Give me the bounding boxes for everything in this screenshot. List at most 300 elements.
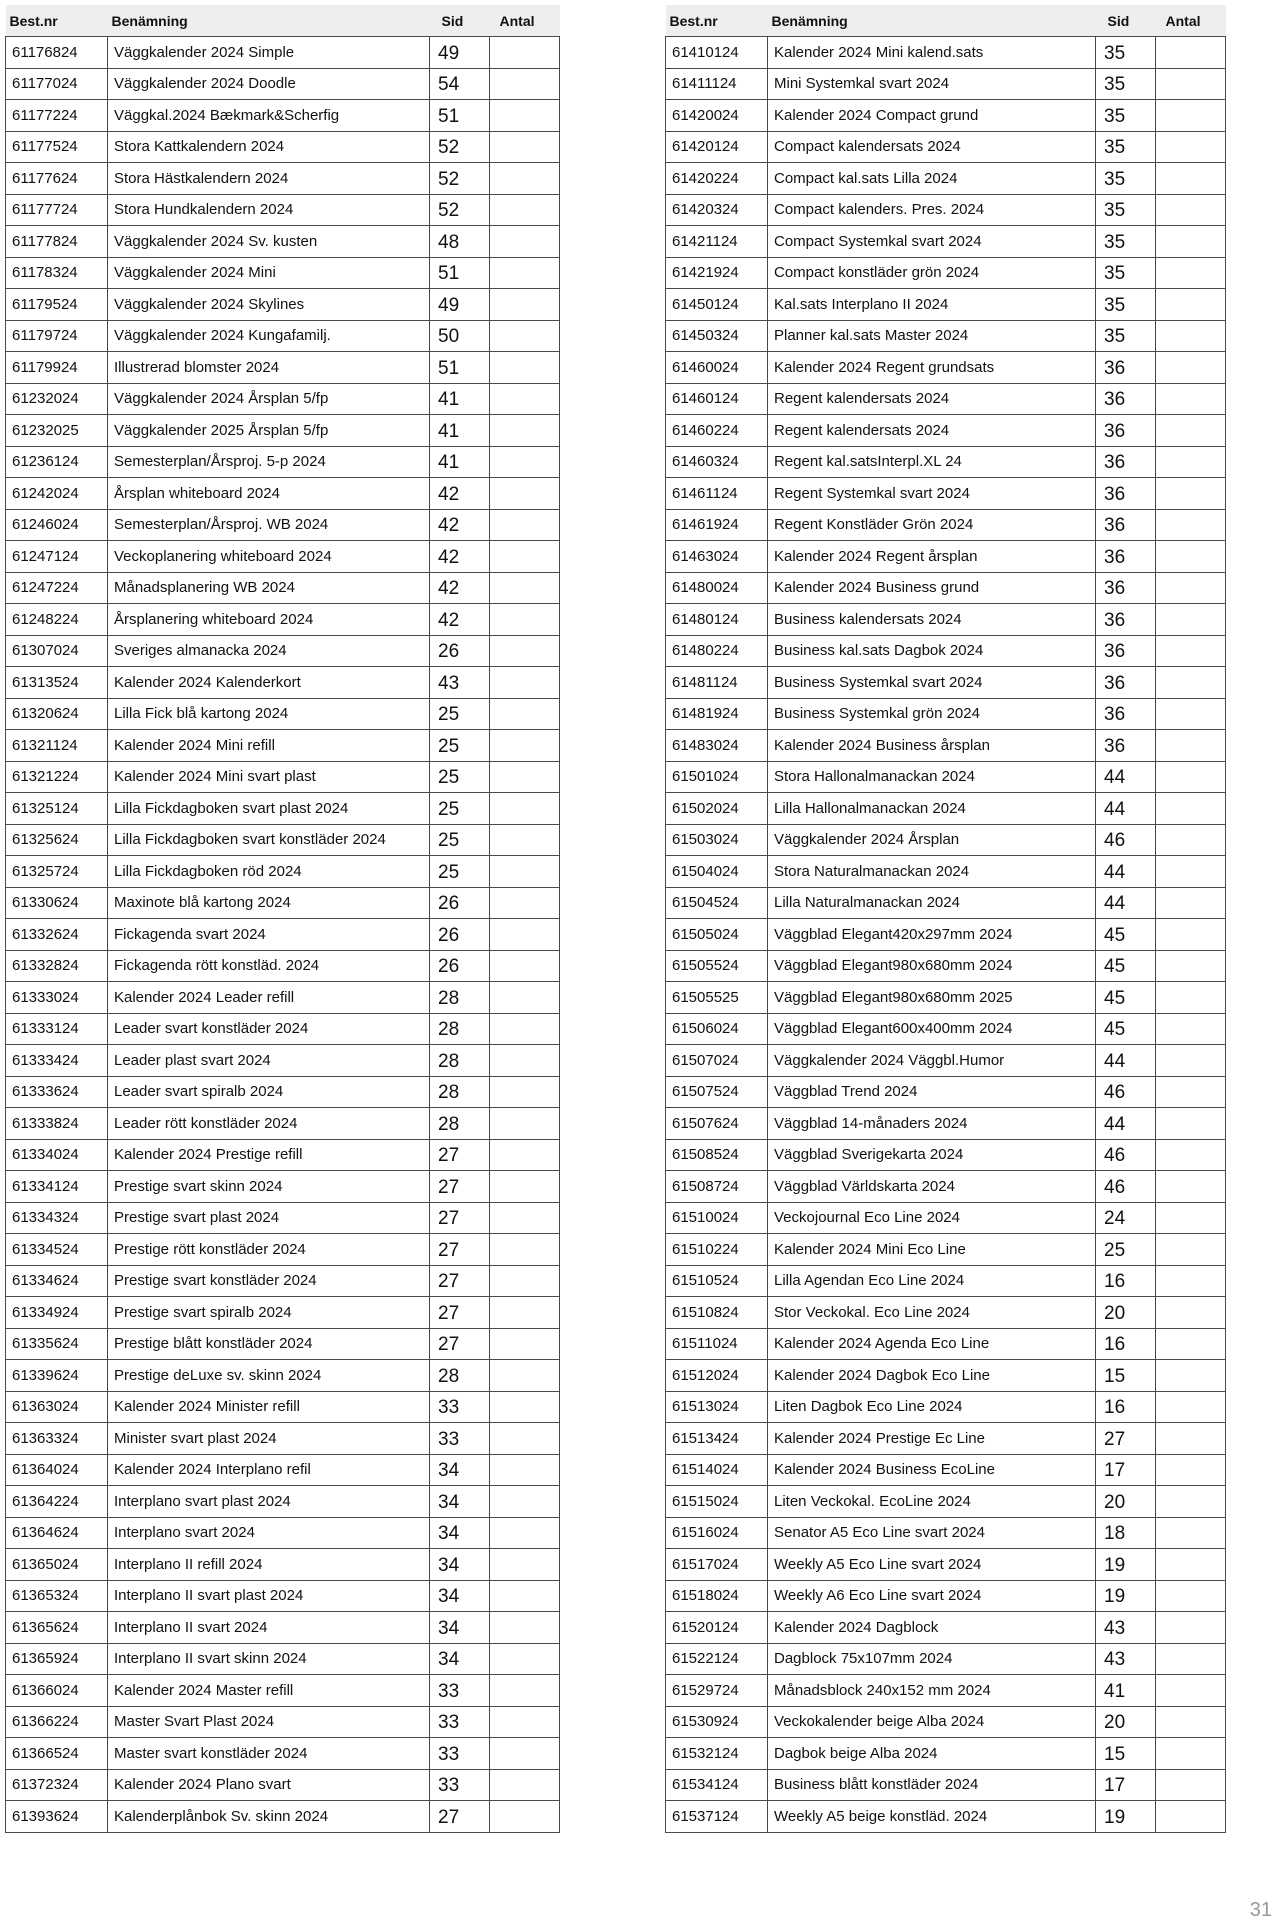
product-name: Stora Hallonalmanackan 2024 [768,761,1096,793]
product-name: Kalender 2024 Prestige Ec Line [768,1423,1096,1455]
page-reference: 35 [1096,68,1156,100]
table-row [6,257,560,289]
page-reference: 34 [430,1517,490,1549]
article-number: 61365324 [6,1580,108,1612]
table-row [6,761,560,793]
quantity-input[interactable] [490,478,560,510]
product-name: Kalender 2024 Mini kalend.sats [768,37,1096,69]
product-name: Stora Hästkalendern 2024 [108,163,430,195]
quantity-input[interactable] [490,37,560,69]
article-number: 61510524 [666,1265,768,1297]
table-row [6,1549,560,1581]
page-reference: 45 [1096,1013,1156,1045]
product-name: Business Systemkal grön 2024 [768,698,1096,730]
quantity-input[interactable] [1156,509,1226,541]
table-row [6,1580,560,1612]
quantity-input[interactable] [1156,1013,1226,1045]
table-row [666,635,1226,667]
quantity-input[interactable] [1156,1265,1226,1297]
table-row [6,730,560,762]
page-reference: 28 [430,982,490,1014]
quantity-input[interactable] [1156,68,1226,100]
quantity-input[interactable] [1156,1486,1226,1518]
article-number: 61411124 [666,68,768,100]
product-name: Compact konstläder grön 2024 [768,257,1096,289]
quantity-input[interactable] [490,1013,560,1045]
header-antal: Antal [490,5,560,37]
quantity-input[interactable] [490,1360,560,1392]
page-reference: 51 [430,257,490,289]
quantity-input[interactable] [1156,887,1226,919]
page-reference: 41 [430,415,490,447]
page-reference: 16 [1096,1391,1156,1423]
table-row [666,887,1226,919]
product-name: Mini Systemkal svart 2024 [768,68,1096,100]
quantity-input[interactable] [490,635,560,667]
product-name: Interplano II svart plast 2024 [108,1580,430,1612]
page-reference: 27 [430,1265,490,1297]
product-name: Lilla Naturalmanackan 2024 [768,887,1096,919]
page-reference: 16 [1096,1328,1156,1360]
table-row [666,604,1226,636]
product-name: Väggblad Sverigekarta 2024 [768,1139,1096,1171]
table-row [666,352,1226,384]
quantity-input[interactable] [1156,1643,1226,1675]
quantity-input[interactable] [1156,730,1226,762]
quantity-input[interactable] [490,1045,560,1077]
article-number: 61460024 [666,352,768,384]
quantity-input[interactable] [1156,1108,1226,1140]
product-name: Master svart konstläder 2024 [108,1738,430,1770]
page-reference: 34 [430,1454,490,1486]
page-reference: 36 [1096,446,1156,478]
table-row [6,1706,560,1738]
product-name: Minister svart plast 2024 [108,1423,430,1455]
article-number: 61506024 [666,1013,768,1045]
quantity-input[interactable] [1156,856,1226,888]
quantity-input[interactable] [1156,352,1226,384]
article-number: 61307024 [6,635,108,667]
quantity-input[interactable] [490,1234,560,1266]
quantity-input[interactable] [1156,604,1226,636]
quantity-input[interactable] [490,698,560,730]
article-number: 61514024 [666,1454,768,1486]
quantity-input[interactable] [1156,226,1226,258]
quantity-input[interactable] [1156,1769,1226,1801]
page-reference: 27 [1096,1423,1156,1455]
page-reference: 36 [1096,541,1156,573]
table-row [6,635,560,667]
page-reference: 42 [430,572,490,604]
table-row [6,698,560,730]
product-name: Väggkalender 2024 Årsplan [768,824,1096,856]
quantity-input[interactable] [490,1454,560,1486]
article-number: 61513424 [666,1423,768,1455]
product-name: Väggblad Världskarta 2024 [768,1171,1096,1203]
table-row [666,1517,1226,1549]
quantity-input[interactable] [1156,950,1226,982]
page-reference: 20 [1096,1706,1156,1738]
quantity-input[interactable] [1156,194,1226,226]
page-reference: 19 [1096,1580,1156,1612]
quantity-input[interactable] [490,793,560,825]
quantity-input[interactable] [1156,1549,1226,1581]
quantity-input[interactable] [1156,919,1226,951]
table-row [6,131,560,163]
page-reference: 36 [1096,572,1156,604]
table-row [666,383,1226,415]
quantity-input[interactable] [1156,289,1226,321]
table-row [666,572,1226,604]
article-number: 61450324 [666,320,768,352]
quantity-input[interactable] [490,1265,560,1297]
table-row [666,1801,1226,1833]
quantity-input[interactable] [490,1675,560,1707]
page-reference: 33 [430,1675,490,1707]
product-name: Interplano II refill 2024 [108,1549,430,1581]
product-name: Kalender 2024 Interplano refil [108,1454,430,1486]
page-reference: 15 [1096,1738,1156,1770]
table-row [666,1675,1226,1707]
product-name: Väggkal.2024 Bækmark&Scherfig [108,100,430,132]
article-number: 61236124 [6,446,108,478]
table-row [6,1076,560,1108]
page-reference: 36 [1096,478,1156,510]
quantity-input[interactable] [1156,163,1226,195]
quantity-input[interactable] [490,1769,560,1801]
page-reference: 42 [430,541,490,573]
product-name: Väggkalender 2024 Årsplan 5/fp [108,383,430,415]
quantity-input[interactable] [490,1738,560,1770]
product-name: Compact kalendersats 2024 [768,131,1096,163]
page-reference: 46 [1096,1139,1156,1171]
quantity-input[interactable] [490,1580,560,1612]
article-number: 61177024 [6,68,108,100]
table-row [666,257,1226,289]
quantity-input[interactable] [1156,415,1226,447]
product-name: Regent kalendersats 2024 [768,383,1096,415]
quantity-input[interactable] [490,1801,560,1833]
quantity-input[interactable] [490,163,560,195]
quantity-input[interactable] [490,1328,560,1360]
article-number: 61510824 [666,1297,768,1329]
product-name: Lilla Fickdagboken röd 2024 [108,856,430,888]
quantity-input[interactable] [1156,1171,1226,1203]
quantity-input[interactable] [490,100,560,132]
page-reference: 26 [430,950,490,982]
quantity-input[interactable] [1156,1675,1226,1707]
quantity-input[interactable] [490,667,560,699]
quantity-input[interactable] [1156,761,1226,793]
quantity-input[interactable] [490,226,560,258]
quantity-input[interactable] [1156,1328,1226,1360]
page-reference: 26 [430,635,490,667]
quantity-input[interactable] [1156,1202,1226,1234]
article-number: 61508524 [666,1139,768,1171]
quantity-input[interactable] [1156,1139,1226,1171]
page-reference: 26 [430,919,490,951]
quantity-input[interactable] [490,68,560,100]
page-reference: 51 [430,352,490,384]
page-reference: 20 [1096,1486,1156,1518]
quantity-input[interactable] [490,982,560,1014]
article-number: 61420224 [666,163,768,195]
page-reference: 27 [430,1139,490,1171]
article-number: 61333024 [6,982,108,1014]
product-name: Lilla Fickdagboken svart plast 2024 [108,793,430,825]
table-row [6,1486,560,1518]
product-name: Prestige blått konstläder 2024 [108,1328,430,1360]
quantity-input[interactable] [490,320,560,352]
table-row [6,446,560,478]
quantity-input[interactable] [490,194,560,226]
quantity-input[interactable] [490,1391,560,1423]
page-reference: 35 [1096,226,1156,258]
quantity-input[interactable] [490,824,560,856]
product-name: Månadsblock 240x152 mm 2024 [768,1675,1096,1707]
quantity-input[interactable] [490,257,560,289]
table-row [666,415,1226,447]
table-row [6,163,560,195]
quantity-input[interactable] [1156,1801,1226,1833]
quantity-input[interactable] [1156,131,1226,163]
page-reference: 35 [1096,320,1156,352]
quantity-input[interactable] [490,761,560,793]
quantity-input[interactable] [1156,100,1226,132]
quantity-input[interactable] [490,856,560,888]
quantity-input[interactable] [1156,1391,1226,1423]
page-reference: 34 [430,1612,490,1644]
page-reference: 42 [430,509,490,541]
table-row [666,289,1226,321]
table-row [6,37,560,69]
quantity-input[interactable] [490,1297,560,1329]
product-name: Veckokalender beige Alba 2024 [768,1706,1096,1738]
product-name: Kalender 2024 Regent grundsats [768,352,1096,384]
quantity-input[interactable] [1156,1297,1226,1329]
table-row [666,982,1226,1014]
table-row [666,100,1226,132]
quantity-input[interactable] [490,1423,560,1455]
quantity-input[interactable] [490,730,560,762]
article-number: 61333824 [6,1108,108,1140]
quantity-input[interactable] [1156,37,1226,69]
quantity-input[interactable] [1156,1045,1226,1077]
table-row [6,1360,560,1392]
quantity-input[interactable] [490,1171,560,1203]
table-row [666,1171,1226,1203]
page-reference: 35 [1096,289,1156,321]
product-name: Prestige deLuxe sv. skinn 2024 [108,1360,430,1392]
article-number: 61460224 [666,415,768,447]
quantity-input[interactable] [490,1517,560,1549]
quantity-input[interactable] [1156,1360,1226,1392]
page-reference: 34 [430,1486,490,1518]
article-number: 61510224 [666,1234,768,1266]
table-row [6,1045,560,1077]
quantity-input[interactable] [490,446,560,478]
page-reference: 25 [430,761,490,793]
table-row [6,1643,560,1675]
quantity-input[interactable] [1156,982,1226,1014]
product-name: Regent kalendersats 2024 [768,415,1096,447]
page-reference: 36 [1096,667,1156,699]
product-name: Business blått konstläder 2024 [768,1769,1096,1801]
quantity-input[interactable] [1156,1454,1226,1486]
product-table-left [5,5,560,1833]
product-name: Kal.sats Interplano II 2024 [768,289,1096,321]
article-number: 61334024 [6,1139,108,1171]
article-number: 61520124 [666,1612,768,1644]
quantity-input[interactable] [490,919,560,951]
table-row [666,761,1226,793]
article-number: 61333624 [6,1076,108,1108]
quantity-input[interactable] [1156,1076,1226,1108]
product-name: Regent Systemkal svart 2024 [768,478,1096,510]
quantity-input[interactable] [1156,635,1226,667]
quantity-input[interactable] [1156,698,1226,730]
quantity-input[interactable] [1156,446,1226,478]
product-name: Leader rött konstläder 2024 [108,1108,430,1140]
quantity-input[interactable] [490,950,560,982]
quantity-input[interactable] [1156,257,1226,289]
table-row [6,100,560,132]
product-name: Årsplanering whiteboard 2024 [108,604,430,636]
table-row [666,667,1226,699]
article-number: 61461124 [666,478,768,510]
quantity-input[interactable] [490,289,560,321]
product-name: Månadsplanering WB 2024 [108,572,430,604]
quantity-input[interactable] [490,1108,560,1140]
table-row [6,1328,560,1360]
article-number: 61504524 [666,887,768,919]
article-number: 61537124 [666,1801,768,1833]
quantity-input[interactable] [490,1643,560,1675]
page-reference: 36 [1096,383,1156,415]
page-reference: 36 [1096,509,1156,541]
article-number: 61325724 [6,856,108,888]
article-number: 61502024 [666,793,768,825]
article-number: 61516024 [666,1517,768,1549]
quantity-input[interactable] [1156,572,1226,604]
quantity-input[interactable] [1156,667,1226,699]
quantity-input[interactable] [1156,383,1226,415]
product-name: Regent kal.satsInterpl.XL 24 [768,446,1096,478]
quantity-input[interactable] [490,131,560,163]
quantity-input[interactable] [1156,1738,1226,1770]
product-name: Kalender 2024 Minister refill [108,1391,430,1423]
article-number: 61321224 [6,761,108,793]
table-row [6,887,560,919]
table-row [666,1423,1226,1455]
quantity-input[interactable] [490,415,560,447]
quantity-input[interactable] [490,1202,560,1234]
quantity-input[interactable] [1156,1580,1226,1612]
article-number: 61334624 [6,1265,108,1297]
quantity-input[interactable] [1156,320,1226,352]
quantity-input[interactable] [1156,541,1226,573]
quantity-input[interactable] [490,604,560,636]
product-name: Lilla Hallonalmanackan 2024 [768,793,1096,825]
page-reference: 28 [430,1360,490,1392]
article-number: 61532124 [666,1738,768,1770]
quantity-input[interactable] [490,1549,560,1581]
article-number: 61460124 [666,383,768,415]
product-name: Stor Veckokal. Eco Line 2024 [768,1297,1096,1329]
page-reference: 35 [1096,37,1156,69]
quantity-input[interactable] [490,572,560,604]
page-reference: 34 [430,1643,490,1675]
table-row [666,1391,1226,1423]
quantity-input[interactable] [490,541,560,573]
page-reference: 43 [1096,1612,1156,1644]
product-name: Kalender 2024 Mini svart plast [108,761,430,793]
product-name: Väggkalender 2024 Väggbl.Humor [768,1045,1096,1077]
header-best-nr: Best.nr [666,5,768,37]
quantity-input[interactable] [490,509,560,541]
product-name: Liten Dagbok Eco Line 2024 [768,1391,1096,1423]
quantity-input[interactable] [490,1706,560,1738]
quantity-input[interactable] [1156,478,1226,510]
article-number: 61365624 [6,1612,108,1644]
product-name: Väggkalender 2024 Mini [108,257,430,289]
article-number: 61176824 [6,37,108,69]
table-row [666,320,1226,352]
quantity-input[interactable] [1156,1612,1226,1644]
quantity-input[interactable] [1156,824,1226,856]
table-row [6,572,560,604]
page-number: 31 [1249,1899,1272,1921]
quantity-input[interactable] [490,1486,560,1518]
table-row [666,1643,1226,1675]
quantity-input[interactable] [490,1139,560,1171]
page-reference: 36 [1096,698,1156,730]
product-name: Compact Systemkal svart 2024 [768,226,1096,258]
quantity-input[interactable] [490,1076,560,1108]
page-reference: 44 [1096,856,1156,888]
article-number: 61505525 [666,982,768,1014]
quantity-input[interactable] [490,1612,560,1644]
product-name: Lilla Fickdagboken svart konstläder 2024 [108,824,430,856]
quantity-input[interactable] [490,383,560,415]
page-reference: 44 [1096,761,1156,793]
article-number: 61393624 [6,1801,108,1833]
product-name: Väggkalender 2024 Doodle [108,68,430,100]
table-row [666,1108,1226,1140]
quantity-input[interactable] [1156,1234,1226,1266]
product-name: Väggblad 14-månaders 2024 [768,1108,1096,1140]
quantity-input[interactable] [1156,1517,1226,1549]
product-name: Liten Veckokal. EcoLine 2024 [768,1486,1096,1518]
article-number: 61420124 [666,131,768,163]
article-number: 61480124 [666,604,768,636]
table-row [666,131,1226,163]
article-number: 61246024 [6,509,108,541]
quantity-input[interactable] [1156,793,1226,825]
quantity-input[interactable] [490,352,560,384]
product-name: Leader svart konstläder 2024 [108,1013,430,1045]
table-row [666,1360,1226,1392]
table-row [6,919,560,951]
table-row [666,1738,1226,1770]
page-reference: 45 [1096,919,1156,951]
product-name: Fickagenda svart 2024 [108,919,430,951]
article-number: 61365024 [6,1549,108,1581]
quantity-input[interactable] [1156,1423,1226,1455]
quantity-input[interactable] [490,887,560,919]
article-number: 61320624 [6,698,108,730]
quantity-input[interactable] [1156,1706,1226,1738]
